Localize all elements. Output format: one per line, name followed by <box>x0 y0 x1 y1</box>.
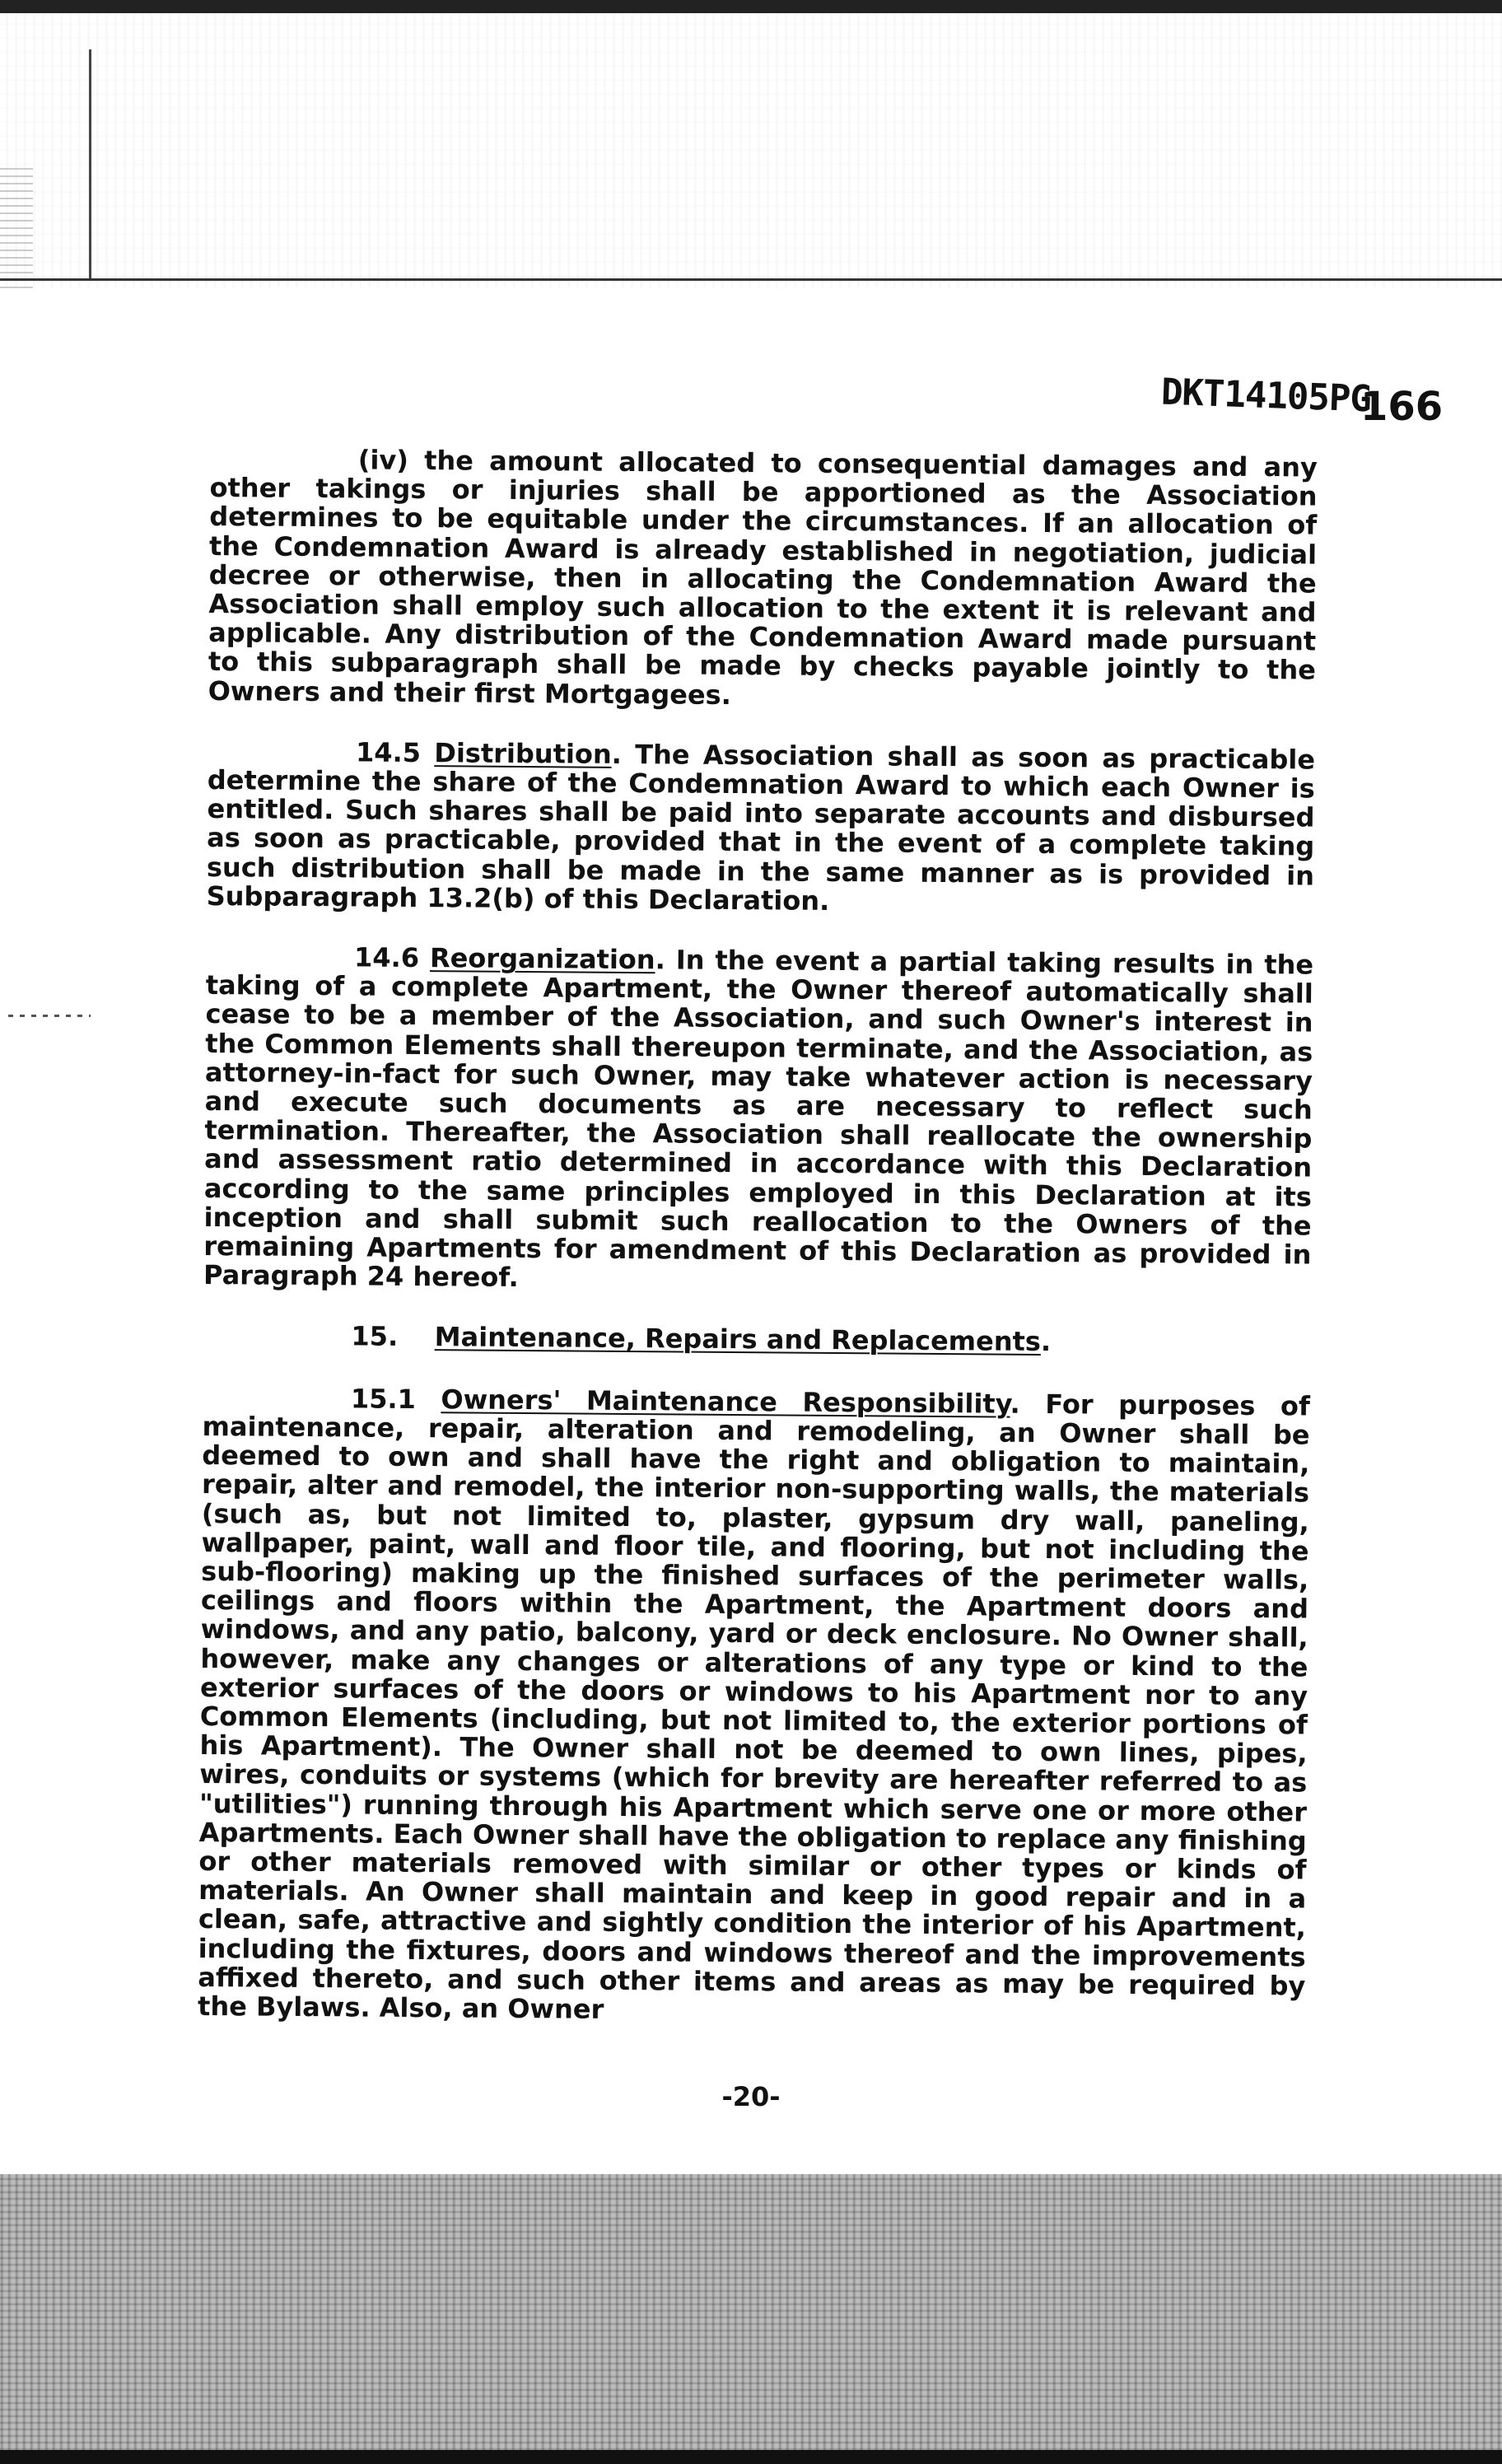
scan-artifact-line <box>89 49 91 280</box>
section-number: 15. <box>351 1320 399 1353</box>
section-number: 14.5 <box>355 736 422 768</box>
docket-stamp: DKT14105PG <box>1160 371 1372 421</box>
document-body <box>198 445 1318 2061</box>
section-title-suffix: . <box>1040 1326 1052 1358</box>
scan-border-bottom <box>0 2450 1502 2464</box>
page-number: -20- <box>721 2081 781 2112</box>
paragraph-14-6 <box>203 942 1313 1299</box>
paragraph-15-1 <box>198 1384 1310 2030</box>
paragraph-text: . In the event a partial taking results in the taking of a complete Apartment, the Owner thereof automatically shall cease to be a member of the Association, and such Owner's interest in the Common Elements shall thereupon terminate, and the Association, as attorney-in-fact for such Owner, may take whatever action is necessary and execute such documents as are necessary to reflect such termination. Thereafter, the Association shall reallocate the ownership and assessment ratio determined in accordance with this Declaration according to the same principles employed in this Declaration at its inception and shall submit such reallocation to the Owners of the remaining Apartments for amendment of this Declaration as provided in Paragraph 24 hereof. <box>203 944 1314 1294</box>
paragraph-14-5 <box>207 737 1316 920</box>
scan-rule <box>0 278 1502 281</box>
scan-artifact-edge <box>0 165 33 288</box>
section-title: Reorganization <box>429 942 655 976</box>
scan-noise-bottom <box>0 2174 1502 2464</box>
section-number: 14.6 <box>353 941 420 974</box>
paragraph-iv <box>208 445 1318 714</box>
paragraph-text: . The Association shall as soon as practicable determine the share of the Condemnation Award to which each Owner is entitled. Such shares shall be paid into separate accounts and disbursed as soon as practicable, provided that in the event of a complete taking such distribution shall be made in the same manner as is provided in Subparagraph 13.2(b) of this Declaration. <box>206 738 1316 917</box>
margin-mark <box>8 1015 91 1017</box>
section-number: 15.1 <box>350 1383 417 1415</box>
section-title: Maintenance, Repairs and Replacements <box>434 1321 1042 1358</box>
section-15-heading <box>203 1321 1310 1359</box>
paragraph-text: . For purposes of maintenance, repair, alteration and remodeling, an Owner shall be deemed to own and shall have the right and obligation to maintain, repair, alter and remodel, the interior non-supporting walls, the materials (such as, but not limited to, plaster, gypsum dry wall, paneling, wallpaper, paint, wall and floor tile, and flooring, but not including the sub-flooring) making up the finished surfaces of the perimeter walls, ceilings and floors within the Apartment, the Apartment doors and windows, and any patio, balcony, yard or deck enclosure. No Owner shall, however, make any changes or alterations of any type or kind to the exterior surfaces of the doors or windows to his Apartment nor to any Common Elements (including, but not limited to, the exterior portions of his Apartment). The Owner shall not be deemed to own lines, pipes, wires, conduits or systems (which for brevity are hereafter referred to as "utilities") running through his Apartment which serve one or more other Apartments. Each Owner shall have the obligation to replace any finishing or other materials removed with similar or other types or kinds of materials. An Owner shall maintain and keep in good repair and in a clean, safe, attractive and sightly condition the interior of his Apartment, including the fixtures, doors and windows thereof and the improvements affixed thereto, and such other items and areas as may be required by the Bylaws. Also, an Owner <box>197 1388 1311 2025</box>
scan-border-top <box>0 0 1502 13</box>
section-title: Owners' Maintenance Responsibility <box>441 1383 1010 1420</box>
paragraph-label: (iv) <box>357 444 409 476</box>
section-title: Distribution <box>434 736 612 770</box>
book-page-number: 166 <box>1360 384 1444 430</box>
paragraph-text: the amount allocated to consequential damages and any other takings or injuries shall be apportioned as the Association determines to be equitable under the circumstances. If an allocation of the Condemnation Award is already established in negotiation, judicial decree or otherwise, then in allocating the Condemnation Award the Association shall employ such allocation to the extent it is relevant and applicable. Any distribution of the Condemnation Award made pursuant to this subparagraph shall be made by checks payable jointly to the Owners and their first Mortgagees. <box>208 444 1318 711</box>
scan-noise-top <box>0 0 1502 288</box>
